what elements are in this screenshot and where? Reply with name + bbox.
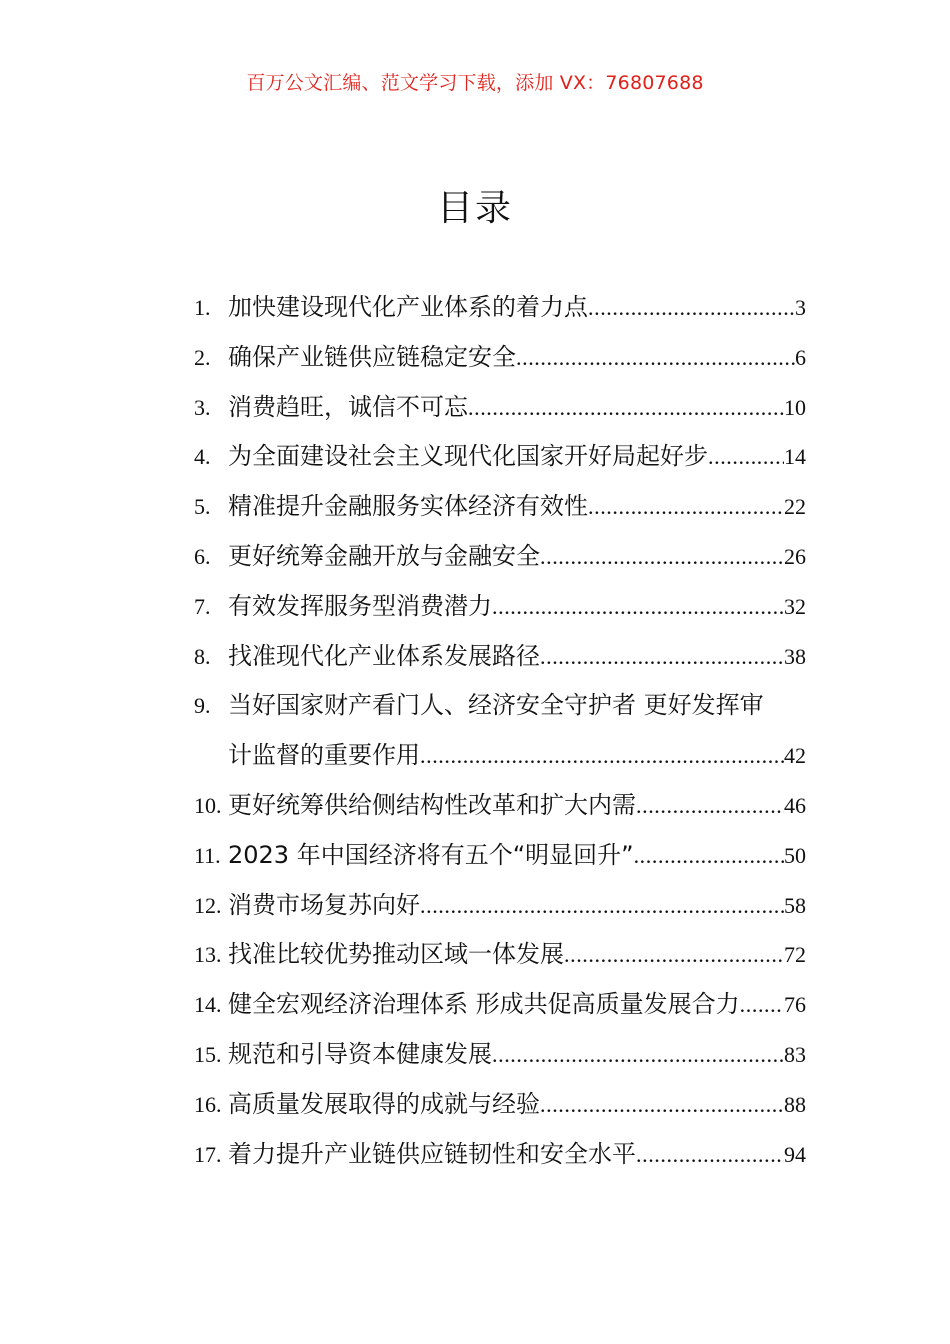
toc-number: 5. (194, 494, 211, 520)
toc-title: 2023 年中国经济将有五个“明显回升” (228, 840, 634, 869)
toc-page-number: 42 (784, 743, 806, 769)
toc-entry-7[interactable] (194, 582, 806, 632)
toc-number: 12. (194, 892, 222, 918)
toc-entry-1[interactable] (194, 283, 806, 333)
header-note: 百万公文汇编、范文学习下载，添加 VX：76807688 (246, 72, 704, 94)
toc-number: 6. (194, 543, 211, 569)
toc-title: 有效发挥服务型消费潜力 (228, 591, 492, 620)
toc-entry-9[interactable] (194, 681, 806, 781)
toc-title: 着力提升产业链供应链韧性和安全水平 (228, 1139, 636, 1168)
toc-page-number: 83 (784, 1041, 806, 1067)
toc-number: 4. (194, 444, 211, 470)
toc-number: 1. (194, 295, 211, 320)
toc-leader (588, 482, 784, 532)
toc-number: 15. (194, 1041, 222, 1067)
toc-page-number: 38 (784, 643, 806, 669)
toc-leader (564, 930, 784, 980)
toc-entry-2[interactable] (194, 333, 806, 383)
toc-number: 9. (194, 693, 211, 719)
toc-leader (540, 632, 784, 682)
toc-entry-14[interactable] (194, 980, 806, 1030)
toc-leader (636, 1130, 784, 1180)
toc-title: 更好统筹金融开放与金融安全 (228, 541, 540, 570)
toc-leader (540, 532, 784, 582)
toc-number: 2. (194, 344, 211, 370)
toc-title: 确保产业链供应链稳定安全 (228, 342, 516, 371)
toc-page-number: 72 (784, 942, 806, 968)
toc-page-number: 94 (784, 1141, 806, 1167)
toc-number: 11. (194, 842, 221, 868)
toc-title: 加快建设现代化产业体系的着力点 (228, 293, 588, 321)
toc-entry-3[interactable] (194, 383, 806, 433)
toc-entry-6[interactable] (194, 532, 806, 582)
toc-entry-12[interactable] (194, 881, 806, 931)
toc-title: 找准比较优势推动区域一体发展 (228, 940, 564, 969)
toc-leader (540, 1080, 784, 1130)
toc-page-number: 76 (784, 992, 806, 1018)
toc-page-number: 3 (795, 295, 806, 320)
toc-leader (708, 432, 784, 482)
toc-title: 规范和引导资本健康发展 (228, 1039, 492, 1068)
toc-leader (492, 582, 784, 632)
toc-leader (420, 881, 784, 931)
toc-page-number: 22 (784, 494, 806, 520)
toc-number: 13. (194, 942, 222, 968)
toc-page-number: 46 (784, 792, 806, 818)
toc-title: 消费趋旺，诚信不可忘 (228, 392, 468, 421)
toc-page-number: 10 (784, 394, 806, 420)
toc-entry-5[interactable] (194, 482, 806, 532)
toc-title: 为全面建设社会主义现代化国家开好局起好步 (228, 442, 708, 471)
toc-title-line-2: 计监督的重要作用 (228, 741, 420, 770)
toc-number: 8. (194, 643, 211, 669)
toc-entry-15[interactable] (194, 1030, 806, 1080)
toc-page-number: 6 (795, 344, 806, 370)
toc-title: 健全宏观经济治理体系 形成共促高质量发展合力 (228, 990, 740, 1019)
toc-number: 16. (194, 1091, 222, 1117)
table-of-contents (194, 283, 806, 1179)
toc-leader (516, 333, 795, 383)
toc-page-number: 14 (784, 444, 806, 470)
toc-title: 更好统筹供给侧结构性改革和扩大内需 (228, 790, 636, 819)
toc-number: 3. (194, 394, 211, 420)
toc-entry-8[interactable] (194, 632, 806, 682)
toc-leader (588, 283, 795, 333)
toc-entry-13[interactable] (194, 930, 806, 980)
toc-leader (492, 1030, 784, 1080)
toc-leader (636, 781, 784, 831)
toc-page-number: 58 (784, 892, 806, 918)
toc-title: 高质量发展取得的成就与经验 (228, 1089, 540, 1118)
toc-leader (740, 980, 784, 1030)
toc-number: 10. (194, 792, 222, 818)
toc-number: 7. (194, 593, 211, 619)
toc-title: 找准现代化产业体系发展路径 (228, 641, 540, 670)
toc-entry-11[interactable] (194, 831, 806, 881)
toc-page-number: 50 (784, 842, 806, 868)
toc-leader (468, 383, 784, 433)
toc-page-number: 26 (784, 543, 806, 569)
toc-page-number: 32 (784, 593, 806, 619)
page-title: 目录 (436, 188, 513, 229)
toc-number: 17. (194, 1141, 222, 1167)
toc-title: 精准提升金融服务实体经济有效性 (228, 492, 588, 521)
toc-leader (420, 731, 784, 781)
toc-title-line-1: 当好国家财产看门人、经济安全守护者 更好发挥审 (228, 691, 764, 720)
toc-entry-4[interactable] (194, 432, 806, 482)
toc-entry-16[interactable] (194, 1080, 806, 1130)
toc-entry-17[interactable] (194, 1130, 806, 1180)
toc-title: 消费市场复苏向好 (228, 890, 420, 919)
toc-number: 14. (194, 992, 222, 1018)
toc-entry-10[interactable] (194, 781, 806, 831)
toc-page-number: 88 (784, 1091, 806, 1117)
toc-leader (634, 831, 784, 881)
